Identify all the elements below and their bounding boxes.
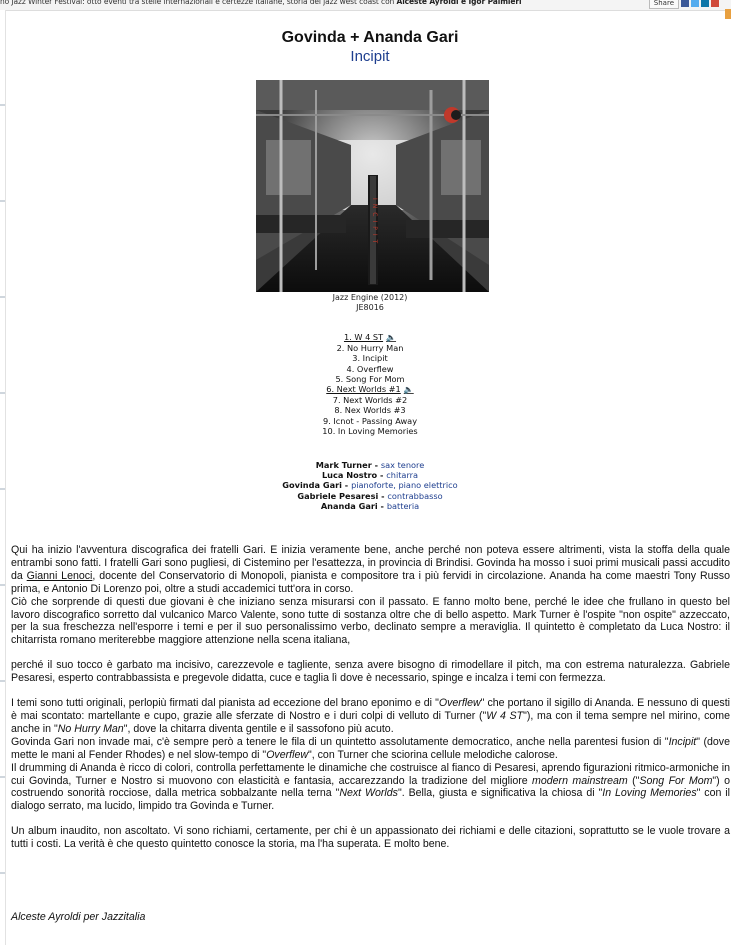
paragraph: Il drumming di Ananda è ricco di colori, controlla perfettamente le dinamiche che costruisce al fianco di Pesaresi, aprendo figurazioni ritmico-armoniche in cui Govinda, Turner e Nostro si muovono con elasticità e fantasia, accarezzando la tradizione del migliore modern mainstream ("Song For Mom") o costruendo sonorità rocciose, dalla metrica sobbalzante nella terna "Next Worlds". Bella, giusta e significativa la chiosa di "In Loving Memories" con il dialogo serrato, ma lucido, limpido tra Govinda e Turner. [11, 761, 731, 813]
share-bar [649, 0, 719, 8]
personnel-row: Mark Turner - sax tenore [315, 460, 425, 470]
paragraph: I temi sono tutti originali, perlopiù firmati dal pianista ad eccezione del brano eponimo e di "Overflew" che portano il sigillo di Ananda. E nessuno di questi è mai scontato: martellante e cupo, grazie alle sferzate di Nostro e i duri colpi di velluto di Turner ("W 4 ST"), ma con il tema sempre nel mirino, come anche in "No Hurry Man", dove la chitarra diventa gentile e il sassofono più acuto. [11, 697, 730, 735]
album-artist: Govinda + Ananda Gari [281, 29, 459, 46]
album-title: Incipit [350, 48, 390, 65]
subway-car-image [256, 80, 489, 292]
paragraph: Govinda Gari non invade mai, c'è sempre però a tenere le fila di un quintetto assolutamente democratico, anche nella parentesi fusion di "Incipit" (dove mette le mani al Fender Rhodes) e nel slow-tempo di "Overflew", con Turner che sciorina cellule melodiche calorose. [11, 735, 730, 761]
review-body [11, 544, 730, 851]
track-item: 5. Song For Mom [335, 373, 405, 384]
track-item[interactable]: 6. Next Worlds #1 🔈 [326, 384, 414, 395]
audio-speaker-icon[interactable]: 🔈 [403, 385, 414, 395]
ticker-authors: Alceste Ayroldi e Igor Palmieri [396, 0, 522, 6]
news-ticker[interactable] [0, 0, 521, 6]
album-cover [256, 80, 489, 292]
track-item: 9. Icnot - Passing Away [322, 415, 418, 426]
cover-spine-text: INCIPIT [371, 198, 378, 248]
track-item: 8. Nex Worlds #3 [334, 405, 406, 416]
paragraph: perché il suo tocco è garbato ma incisivo, carezzevole e tagliente, senza avere bisogno di rimodellare il pitch, ma con estrema naturalezza. Gabriele Pesaresi, esperto contrabbassista e pregevole didatta, cuce e taglia lì dove è necessario, spinge e incalza i temi con fermezza. [11, 659, 730, 685]
track-item[interactable]: 1. W 4 ST 🔈 [343, 332, 397, 342]
twitter-icon[interactable] [691, 0, 699, 7]
ticker-text: no Jazz Winter Festival: otto eventi tra stelle internazionali e certezze italiane, storia del jazz west coast con [0, 0, 397, 6]
catalog-number: JE8016 [356, 303, 384, 312]
linkedin-icon[interactable] [701, 0, 709, 7]
personnel-list [10, 460, 730, 511]
left-margin-rule [0, 10, 6, 945]
personnel-row: Ananda Gari - batteria [320, 500, 420, 511]
gianni-lenoci-link[interactable]: Gianni Lenoci [26, 569, 93, 582]
author-signature: Alceste Ayroldi per Jazzitalia [11, 911, 146, 923]
paragraph: Un album inaudito, non ascoltato. Vi sono richiami, certamente, per chi è un appassionato dei richiami e delle citazioni, soprattutto se le vuole trovare a tutti i costi. La verità è che questo quintetto conosce la storia, ma l'ha superata. E molto bene. [11, 825, 730, 851]
tracklist [10, 332, 730, 436]
audio-speaker-icon[interactable]: 🔈 [386, 333, 397, 342]
record-label: Jazz Engine (2012) [332, 293, 408, 302]
top-news-bar [0, 0, 731, 11]
personnel-row: Gabriele Pesaresi - contrabbasso [297, 490, 443, 501]
track-item: 10. In Loving Memories [322, 425, 418, 436]
track-item: 4. Overflew [346, 363, 394, 374]
share-button[interactable]: Share [649, 0, 679, 9]
track-item: 2. No Hurry Man [336, 343, 404, 354]
personnel-row: Luca Nostro - chitarra [321, 470, 419, 481]
email-icon[interactable] [711, 0, 719, 7]
feed-icon[interactable] [725, 9, 731, 19]
paragraph: Ciò che sorprende di questi due giovani è che iniziano senza misurarsi con il passato. E fanno molto bene, perché le idee che frullano in questo bel lavoro discografico sorretto dal vulcanico Marco Valente, sono tutte di sostanza oltre che di bello aspetto. Mark Turner è l'ospite "non ospite" azzeccato, per la sua freschezza nell'esporre i temi e per il suo personalissimo verbo, declinato sempre a meraviglia. Il quintetto è completato da Luca Nostro: il chitarrista romano meriterebbe maggiore attenzione nella scena italiana, [11, 595, 730, 647]
facebook-icon[interactable] [681, 0, 689, 7]
personnel-row: Govinda Gari - pianoforte, piano elettrico [282, 480, 458, 491]
track-item: 3. Incipit [352, 353, 388, 364]
paragraph: Qui ha inizio l'avventura discografica dei fratelli Gari. E inizia veramente bene, anche perché non poteva essere altrimenti, vista la stoffa della quale entrambi sono fatti. I fratelli Gari sono pugliesi, di Cistemino per l'esattezza, in provincia di Brindisi. Govinda ha mosso i suoi primi musicali passi accudito da Gianni Lenoci, docente del Conservatorio di Monopoli, pianista e compositore tra i più fervidi in circolazione. Ananda ha come maestri Tony Russo prima, e Antonio Di Lorenzo poi, oltre a studi accademici tutt'ora in corso. [11, 544, 730, 595]
track-item: 7. Next Worlds #2 [332, 395, 408, 406]
